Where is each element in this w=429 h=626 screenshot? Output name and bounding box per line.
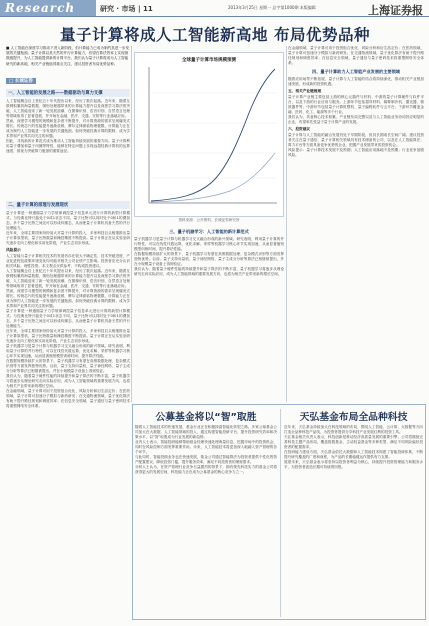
paragraph: 我们认为，具备核心技术积累、产业链布局完整以及与人工智能业务协同效应明显的企业，有望率先受益于量子计算产业的发展。 (288, 115, 424, 124)
paragraph: 天弘基金相关负责人表示，科技创新是推动经济高质量发展的重要引擎，公司将继续完善科技主题产品布局，覆盖指数基金、主动权益基金等多种类型，满足不同风险偏好投资者的配置需求。 (284, 435, 423, 449)
paragraph: 近年来，全球主要国家纷纷加大对量子计算的投入，多家科技巨头相继推出量子计算原型机，量子比特数量和操控精度不断提高。量子计算正在从实验室研究逐步走向工程化和实用化阶段，产业生态初步形成。 (6, 231, 130, 245)
page-header (0, 0, 429, 17)
issue-date: 2013年3月25日 星期一 总字第1000期 本版编辑 (228, 5, 316, 10)
market-chart (134, 52, 284, 217)
paragraph: 在金融领域，量子计算可用于投资组合优化、风险分析和衍生品定价；在医药领域，量子计算可加速分子模拟与新药研发；在交通物流领域，量子优化算法有助于提升路径规划和调度效率；在信息安全领域，量子通信与量子密码技术将重塑网络安全体系。 (6, 389, 130, 408)
paragraph: 业内人士表示，智能投研能够帮助基金经理快速处理海量信息，挖掘市场中的投资机会，同时在风险控制方面发挥重要作用。未来，人工智能技术将更加深入地融入资产管理的各个环节。 (135, 440, 277, 454)
column-divider (286, 46, 287, 402)
masthead-bar (0, 0, 96, 16)
chart-svg (135, 53, 283, 216)
main-curve (151, 69, 275, 201)
paragraph: 我们认为，随着量子硬件性能的持续提升和量子算法的不断丰富，量子机器学习将逐步从理论研究走向实际应用，成为人工智能领域的重要发展方向，也将为相关产业带来新的增长空间。 (134, 267, 284, 276)
paragraph: 人工智能概念自上世纪五十年代提出以来，经历了数次起落。近年来，随着互联网积累的海量数据、图形处理器带来的计算能力提升以及深度学习算法的突破，人工智能迎来了新一轮发展浪潮，在图像识别、语音识别、自然语言处理等领域取得了显著进展，并开始在金融、医疗、交通、安防等行业落地应用。 (6, 269, 130, 288)
paragraph: 分析人士认为，在资产管理行业竞争日益激烈的背景下，拥有领先科技实力的基金公司将获得更大的发展空间，科技能力正在成为公募基金的核心竞争力之一。 (135, 465, 277, 474)
paragraph: 在金融领域，量子计算可用于投资组合优化、风险分析和衍生品定价；在医药领域，量子计算可加速分子模拟与新药研发；在交通物流领域，量子优化算法有助于提升路径规划和调度效率；在信息安全领域，量子通信与量子密码技术将重塑网络安全体系。 (288, 46, 424, 65)
section-2-title: 二、量子计算的原理与发展现状 (6, 201, 130, 209)
paragraph: 在投研能力建设方面，天弘基金依托大数据和人工智能技术构建了智能投研体系，不断提升研究覆盖的广度和深度，为产品的长期稳健运作提供有力支撑。 (284, 450, 423, 459)
section-1-title: 一、人工智能的发展之路——数据驱动与算力支撑 (6, 89, 130, 97)
paragraph: 因此，寻找新的计算范式成为推动人工智能持续发展的重要方向。量子计算利用量子叠加和量子纠缠等特性，能够在特定问题上实现远超经典计算机的运算速度，被视为突破算力瓶颈的重要途径。 (6, 138, 130, 153)
paragraph: 展望未来，天弘基金表示将坚持以投资者利益为核心，持续提升投资管理能力和服务水平，为投资者创造长期可持续的回报。 (284, 460, 423, 469)
paragraph: 与此同时，智能投顾业务也在快速发展，基金公司通过智能算法为投资者提供个性化的资产配置建议，降低投资门槛，提升服务效率，满足不同投资者的理财需求。 (135, 455, 277, 464)
paragraph: 然而，深度学习模型的规模和复杂度不断提升，对计算资源的需求呈现爆发式增长。传统芯片的性能提升逐渐放缓，摩尔定律面临物理极限，计算能力正在成为制约人工智能进一步发展的关键瓶颈。如何突破经典计算的限制，成为学术界和产业界共同关注的问题。 (6, 289, 130, 308)
section-name: 研究 · 市场 | 11 (100, 5, 153, 13)
paragraph: 人工智能与量子计算相关技术的发展仍存在较大不确定性，技术突破进度、产业化进程及政策环境变化均可能对相关公司业绩产生影响。投资者应充分认识相关风险，理性投资。本文观点仅供参考，不构成投资建议。 (6, 254, 130, 268)
paragraph: 近年来，全球主要国家纷纷加大对量子计算的投入，多家科技巨头相继推出量子计算原型机，量子比特数量和操控精度不断提高。量子计算正在从实验室研究逐步走向工程化和实用化阶段，产业生态初步形成。 (6, 329, 130, 343)
newspaper-logo: 上海证券报 (368, 4, 423, 17)
paragraph: 然而，深度学习模型的规模和复杂度不断提升，对计算资源的需求呈现爆发式增长。传统芯片的性能提升逐渐放缓，摩尔定律面临物理极限，计算能力正在成为制约人工智能进一步发展的关键瓶颈。如何突破经典计算的限制，成为学术界和产业界共同关注的问题。 (6, 118, 130, 138)
risk-title: 风险提示 (6, 248, 21, 252)
column-2 (134, 226, 284, 401)
paragraph: 量子机器学习是量子计算与机器学习交叉融合形成的新兴领域。研究表明，利用量子计算的并行特性，可以在线性代数运算、优化求解、采样等机器学习核心环节实现加速，从而显著缩短模型训练时间，提升算法性能。 (6, 344, 130, 358)
paragraph: 量子计算与人工智能的融合发展仍处于早期阶段，但其长期成长空间广阔。建议投资者关注在量子通信、量子计算相关领域具有技术储备的公司，以及在人工智能算法、算力平台等方面具备竞争优势的企业，把握产业发展带来的投资机会。 (288, 133, 424, 147)
section-3-title: 三、量子机器学习：人工智能的新计算范式 (169, 229, 249, 234)
paragraph: 量子计算是一种遵循量子力学规律调控量子信息单元进行计算的新型计算模式。与经典比特只能处于0或1状态不同，量子比特可以同时处于0和1的叠加态，多个量子比特之间还可以形成纠缠态，从而使量子计算机具备天然的并行处理能力。 (6, 309, 130, 328)
secondary-curve (151, 153, 275, 202)
paragraph: 我们认为，随着量子硬件性能的持续提升和量子算法的不断丰富，量子机器学习将逐步从理论研究走向实际应用，成为人工智能领域的重要发展方向，也将为相关产业带来新的增长空间。 (6, 374, 130, 388)
paragraph: 在数据规模持续扩大的背景下，量子机器学习有望在高维数据处理、复杂模式识别等方面发挥独特优势。目前，量子支持向量机、量子神经网络、量子主成分分析等算法已相继被提出，并在小规模量子设备上得到验证。 (134, 252, 284, 266)
paragraph: 量子计算产业链主要包括上游的核心元器件与材料、中游的量子计算硬件与软件平台，以及下游的行业应用与服务。上游环节包括超导材料、稀释制冷机、激光器、微波器件等；中游环节包括量子计算机整机、量子编程软件与云平台；下游环节覆盖金融、医药、化工、能源等多个行业。 (288, 95, 424, 114)
box-left-headline: 公募基金将以“智”取胜 (155, 412, 257, 423)
sidebar-box (132, 404, 426, 620)
masthead: Research (5, 1, 76, 15)
section-6-title: 六、投资建议 (288, 127, 311, 131)
column-divider (131, 46, 132, 402)
chart-caption: 资料来源：公开资料，长城证券研究所 (178, 218, 240, 222)
paragraph: 风险提示：量子计算技术发展不及预期；人工智能应用落地不及预期；行业竞争加剧风险。 (288, 148, 424, 157)
author-label: □ 长城证券 (6, 78, 36, 84)
box-right-article (282, 405, 425, 621)
paragraph: 人工智能概念自上世纪五十年代提出以来，经历了数次起落。近年来，随着互联网积累的海量数据、图形处理器带来的计算能力提升以及深度学习算法的突破，人工智能迎来了新一轮发展浪潮，在图像识别、语音识别、自然语言处理等领域取得了显著进展，并开始在金融、医疗、交通、安防等行业落地应用。 (6, 98, 130, 118)
gridlines (149, 93, 277, 178)
box-divider (280, 409, 281, 617)
chart-title: 全球量子计算市场规模预测 (182, 58, 236, 63)
box-left-article (133, 405, 279, 621)
section-4-title: 四、量子计算助力人工智能产业发展的主要领域 (312, 69, 400, 74)
article-lead: ■ 人工智能在深度学习推动下进入新阶段，但计算能力已成为制约其进一步发展的关键瓶颈。量子计算以其天然的并行计算能力，有望在算法效率上实现指数级提升，为人工智能提供新的计算平台。我们认为量子计算将成为人工智能研究的新高地，相关产业链值得重点关注，建议投资者布局优势品种。 (6, 46, 130, 66)
section-5-title: 五、相关产业链梳理 (288, 89, 322, 93)
paragraph: 量子计算是一种遵循量子力学规律调控量子信息单元进行计算的新型计算模式。与经典比特只能处于0或1状态不同，量子比特可以同时处于0和1的叠加态，多个量子比特之间还可以形成纠缠态，从而使量子计算机具备天然的并行处理能力。 (6, 211, 130, 230)
paragraph: 在数据规模持续扩大的背景下，量子机器学习有望在高维数据处理、复杂模式识别等方面发挥独特优势。目前，量子支持向量机、量子神经网络、量子主成分分析等算法已相继被提出，并在小规模量子设备上得到验证。 (6, 359, 130, 373)
paragraph: 随着应用场景不断拓展，量子计算与人工智能的结合将持续深化，推动相关产业链加速发展，形成新的投资机遇。 (288, 77, 424, 86)
column-3 (288, 46, 424, 401)
paragraph: 随着人工智能技术的快速发展，基金行业正在积极探索智能化转型之路。多家公募基金公司加大在大数据、人工智能领域的投入，通过构建智能投研平台，提升投资研究效率和决策水平，以“智”取胜成为行业发展的新趋势。 (135, 425, 277, 439)
column-1 (6, 46, 130, 196)
paragraph: 量子机器学习是量子计算与机器学习交叉融合形成的新兴领域。研究表明，利用量子计算的并行特性，可以在线性代数运算、优化求解、采样等机器学习核心环节实现加速，从而显著缩短模型训练时间，提升算法性能。 (134, 237, 284, 251)
box-right-headline: 天弘基金布局全品种科技 (299, 412, 408, 423)
article-headline: 量子计算将成人工智能新高地 布局优势品种 (60, 26, 370, 44)
paragraph: 近年来，天弘基金持续加大在科技领域的布局，围绕人工智能、云计算、大数据等方向打造全品种科技产品线，为投资者提供分享科技产业发展红利的投资工具。 (284, 425, 423, 434)
column-1-lower (6, 198, 130, 622)
